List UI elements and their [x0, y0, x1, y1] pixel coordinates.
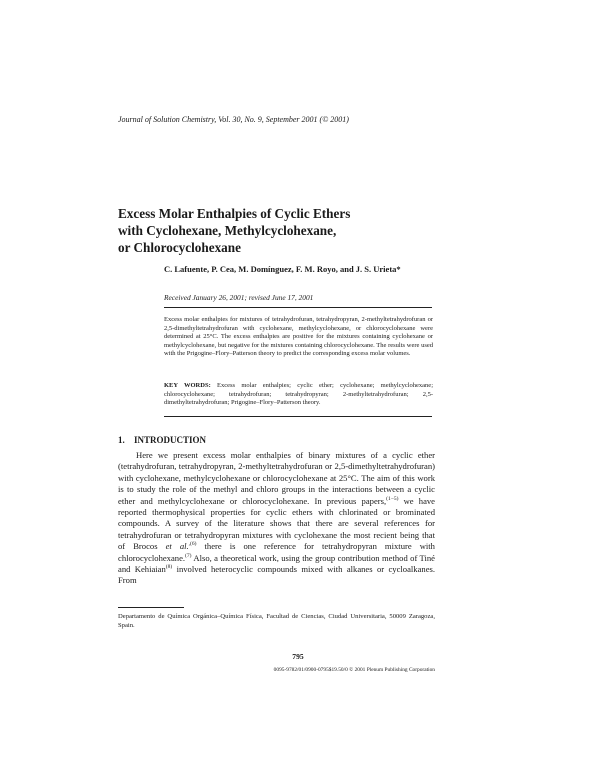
- citation: (8): [165, 564, 173, 571]
- citation: ,(6): [188, 541, 197, 548]
- abstract: Excess molar enthalpies for mixtures of tetrahydrofuran, tetrahydropyran, 2-methyltetrahydrofuran or 2,5-dimethyltetrahydrofuran with cyclohexane, methylcyclohexane, or chlorocyclohexane were determined at 25°C. The excess enthalpies are positive for the mixtures containing cyclohexane or methylcyclohexane, but negative for the mixtures containing chlorocyclohexane. The results were used with the Prigogine–Flory–Patterson theory to predict the corresponding excess molar volumes.: [164, 316, 433, 358]
- article-title: [118, 205, 458, 256]
- text-run: there is one reference for tetrahydropyran mixture with chlorocyclohexane.: [118, 541, 435, 563]
- keywords-label: KEY WORDS:: [164, 382, 211, 389]
- section-heading: [118, 435, 206, 445]
- received-dates: Received January 26, 2001; revised June 17, 2001: [164, 293, 314, 302]
- paragraph: [118, 450, 435, 587]
- text-run: we have reported thermophysical properties for cyclic ethers with chlorinated or brominated compounds. A survey of the literature shows that there are several references for tetrahydrofuran or tetrahydropyran mixtures with cyclohexane the most recient being that of Brocos: [118, 495, 435, 552]
- keywords-text: Excess molar enthalpies; cyclic ether; cyclohexane; methylcyclohexane; chlorocyclohexane; tetrahydrofuran; tetrahydropyran; 2-methyltetrahydrofuran; 2,5-dimethyltetrahydrofuran; Prigogine–Flory–Patterson theory.: [164, 382, 434, 407]
- journal-citation: Journal of Solution Chemistry, Vol. 30, No. 9, September 2001 (© 2001): [118, 115, 349, 124]
- text-run: involved heterocyclic compounds mixed with alkanes or cycloalkanes. From: [118, 564, 435, 586]
- text-run: Also, a theoretical work, using the group contribution method of Tiné and Kehiaian: [118, 552, 435, 575]
- text-run: Here we present excess molar enthalpies of binary mixtures of a cyclic ether (tetrahydrofuran, tetrahydropyran, 2-methyltetrahydrofuran or 2,5-dimethyltetrahydrofuran) with cyclohexane, methylcyclohexane or chlorocyclohexane at 25°C. The aim of this work is to study the role of the methyl and chloro groups in the interactions between a cyclic ether and methylcyclohexane or chlorocyclohexane. In previous papers,: [118, 450, 435, 506]
- title-line: with Cyclohexane, Methylcyclohexane,: [118, 223, 337, 238]
- abstract-top-rule: [164, 307, 432, 308]
- affiliation-footnote: Departamento de Química Orgánica–Química Física, Facultad de Ciencias, Ciudad Universitaria, 50009 Zaragoza, Spain.: [118, 613, 435, 630]
- et-al: et al.: [165, 541, 189, 552]
- keywords: [164, 382, 433, 408]
- copyright-line: 0095-9782/01/0900-0795$19.50/0 © 2001 Plenum Publishing Corporation: [273, 667, 435, 673]
- authors: C. Lafuente, P. Cea, M. Domínguez, F. M. Royo, and J. S. Urieta*: [164, 264, 401, 274]
- section-title: INTRODUCTION: [134, 435, 207, 445]
- citation: (1−5): [386, 495, 399, 502]
- footnote-rule: [118, 607, 184, 608]
- section-number: 1.: [118, 435, 125, 445]
- citation: (7): [185, 552, 192, 559]
- abstract-bottom-rule: [164, 416, 432, 417]
- page-number: 795: [292, 652, 304, 661]
- title-line: or Chlorocyclohexane: [118, 240, 241, 255]
- introduction-body: [118, 450, 435, 587]
- title-line: Excess Molar Enthalpies of Cyclic Ethers: [118, 206, 351, 221]
